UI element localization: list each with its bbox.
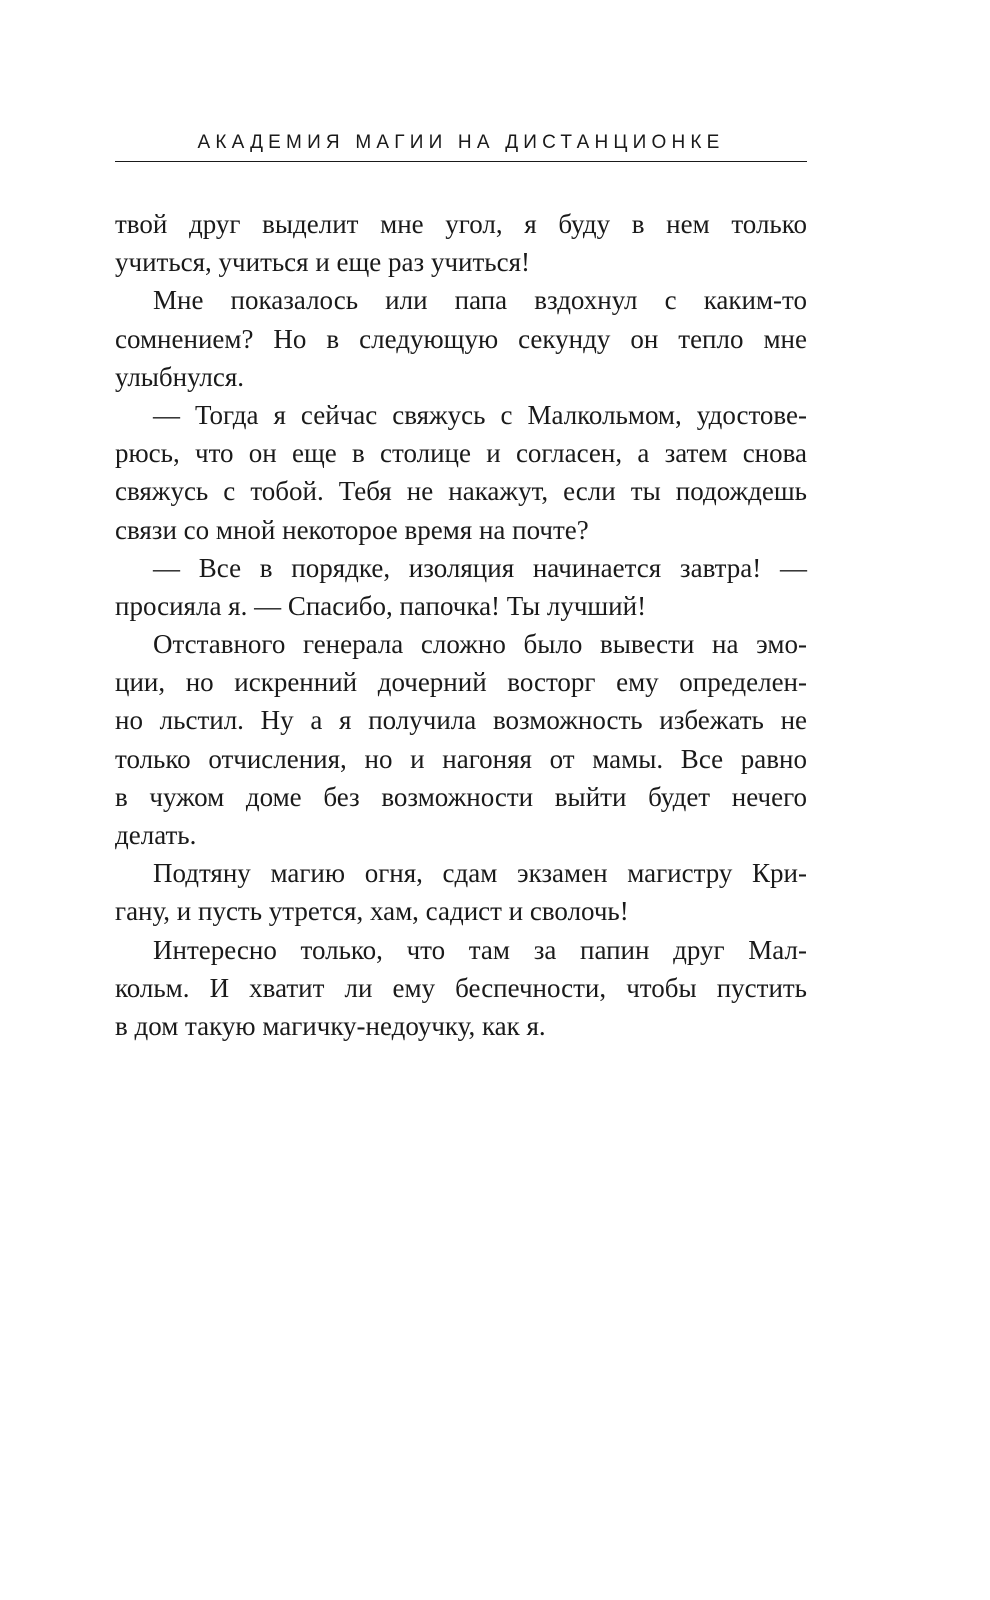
text-line: свяжусь с тобой. Тебя не накажут, если ты подождешь [115,476,807,507]
text-line: только отчисления, но и нагоняя от мамы. Все равно [115,743,807,774]
body-text [115,205,807,1045]
paragraph [115,549,807,625]
text-line: просияла я. — Спасибо, папочка! Ты лучший! [115,590,647,621]
text-line: в дом такую магичку-недоучку, как я. [115,1010,546,1041]
running-head-rule [115,161,807,162]
paragraph [115,931,807,1046]
text-line: Отставного генерала сложно было вывести на эмо- [153,629,807,660]
text-line: учиться, учиться и еще раз учиться! [115,247,530,278]
text-line: кольм. И хватит ли ему беспечности, чтобы пустить [115,972,807,1003]
text-line: Интересно только, что там за папин друг Мал- [153,934,807,965]
paragraph [115,625,807,854]
paragraph [115,396,807,549]
text-line: — Все в порядке, изоляция начинается завтра! — [153,552,807,583]
text-line: делать. [115,820,197,850]
text-line: улыбнулся. [115,361,245,392]
text-line: но льстил. Ну а я получила возможность избежать не [115,705,807,736]
text-line: рюсь, что он еще в столице и согласен, а затем снова [115,438,807,469]
text-line: — Тогда я сейчас свяжусь с Малкольмом, удостове- [153,399,807,430]
text-line: связи со мной некоторое время на почте? [115,514,589,545]
running-head: АКАДЕМИЯ МАГИИ НА ДИСТАНЦИОНКЕ [197,132,725,153]
text-line: Мне показалось или папа вздохнул с каким-то [153,285,807,316]
text-line: Подтяну магию огня, сдам экзамен магистру Кри- [153,858,807,889]
text-line: твой друг выделит мне угол, я буду в нем только [115,209,807,239]
paragraph [115,854,807,930]
text-line: гану, и пусть утрется, хам, садист и сволочь! [115,896,629,927]
paragraph [115,281,807,396]
text-line: сомнением? Но в следующую секунду он тепло мне [115,323,807,354]
paragraph [115,205,807,281]
text-line: ции, но искренний дочерний восторг ему определен- [115,667,807,698]
text-line: в чужом доме без возможности выйти будет нечего [115,781,807,812]
